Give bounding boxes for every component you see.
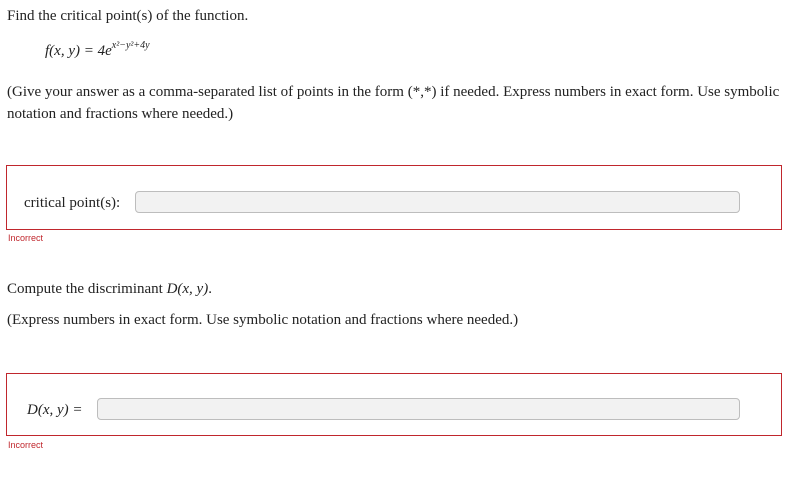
discriminant-label: D(x, y) = [27,402,83,418]
question-2-instructions: (Express numbers in exact form. Use symbolic notation and fractions where needed.) [7,312,519,328]
discriminant-status-badge: Incorrect [8,440,44,450]
question-2-prompt [7,279,212,300]
question-2-prompt-suffix: . [208,281,212,297]
question-1-prompt: Find the critical point(s) of the function. [7,8,249,24]
function-exponent: x²−y²+4y [111,40,150,51]
critical-points-label: critical point(s): [24,195,121,211]
question-2-prompt-prefix: Compute the discriminant [7,281,167,297]
function-formula [45,41,150,62]
discriminant-answer-box [6,373,782,436]
discriminant-input[interactable] [97,398,740,420]
critical-points-answer-box [6,165,782,230]
question-1-instructions: (Give your answer as a comma-separated list of points in the form (*,*) if needed. Express numbers in exact form. Use symbolic notation and fractions where needed.) [7,84,780,122]
critical-points-input[interactable] [135,191,740,213]
function-lhs: f(x, y) = 4e [45,43,112,59]
question-2-prompt-math: D(x, y) [166,281,209,297]
critical-points-status-badge: Incorrect [8,233,44,243]
